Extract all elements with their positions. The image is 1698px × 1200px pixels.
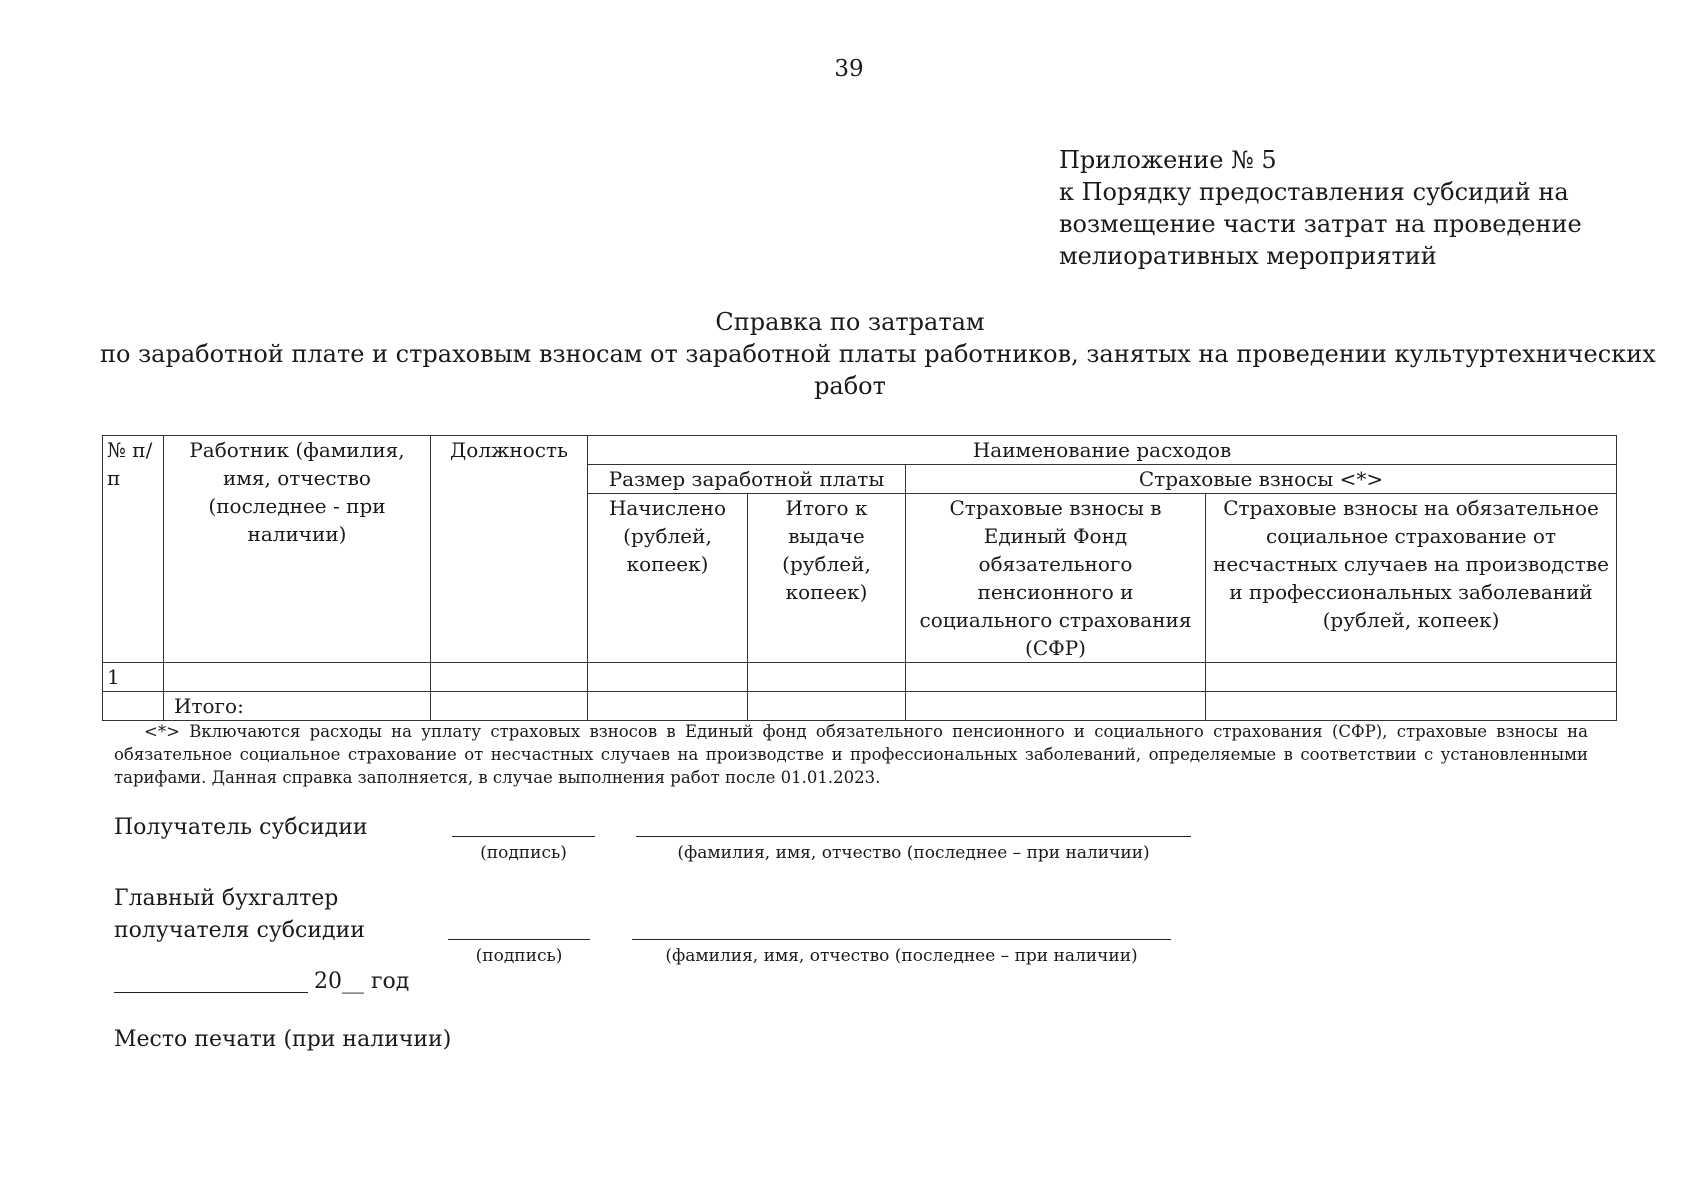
document-title — [100, 306, 1656, 402]
year-text: 20__ год — [314, 969, 410, 994]
cell-sfr[interactable] — [906, 663, 1206, 692]
cell-payout[interactable] — [748, 663, 906, 692]
row-number: 1 — [103, 663, 164, 692]
header-number: № п/п — [103, 436, 164, 663]
cell-worker[interactable] — [164, 663, 431, 692]
header-insurance-group: Страховые взносы <*> — [906, 465, 1617, 494]
stamp-label: Место печати (при наличии) — [114, 1027, 452, 1052]
total-accident-cell[interactable] — [1206, 692, 1617, 721]
accountant-label: Главный бухгалтер — [114, 886, 339, 911]
appendix-header — [1059, 144, 1582, 272]
footnote: <*> Включаются расходы на уплату страховых взносов в Единый фонд обязательного пенсионного и социального страхования (СФР), страховые взносы на обязательное социальное страхование от несчастных случаев на производстве и профессиональных заболеваний, определяемые в соответствии с установленными тарифами. Данная справка заполняется, в случае выполнения работ после 01.01.2023. — [114, 722, 1588, 787]
appendix-reference-line: возмещение части затрат на проведение — [1059, 210, 1582, 238]
header-payout: Итого к выдаче (рублей, копеек) — [748, 494, 906, 663]
header-sfr-contributions: Страховые взносы в Единый Фонд обязательного пенсионного и социального страхования (СФР) — [906, 494, 1206, 663]
recipient-signature-line[interactable] — [452, 836, 595, 837]
total-number-cell — [103, 692, 164, 721]
header-expenses-group: Наименование расходов — [588, 436, 1617, 465]
total-sfr-cell[interactable] — [906, 692, 1206, 721]
title-line: Справка по затратам — [715, 308, 985, 336]
recipient-label: Получатель субсидии — [114, 815, 368, 840]
page-number: 39 — [834, 56, 864, 82]
appendix-reference-line: к Порядку предоставления субсидий на — [1059, 178, 1569, 206]
header-position: Должность — [431, 436, 588, 663]
title-line: по заработной плате и страховым взносам от заработной платы работников, занятых на проведении культуртехнических — [100, 340, 1656, 368]
appendix-reference-line: мелиоративных мероприятий — [1059, 242, 1437, 270]
header-salary-group: Размер заработной платы — [588, 465, 906, 494]
table-total-row — [103, 692, 1617, 721]
date-line[interactable] — [114, 992, 308, 993]
cell-accrued[interactable] — [588, 663, 748, 692]
signature-caption: (подпись) — [480, 843, 567, 863]
appendix-number: Приложение № 5 — [1059, 146, 1277, 174]
header-accrued: Начислено (рублей, копеек) — [588, 494, 748, 663]
total-payout-cell[interactable] — [748, 692, 906, 721]
cell-position[interactable] — [431, 663, 588, 692]
total-position-cell — [431, 692, 588, 721]
recipient-name-line[interactable] — [636, 836, 1191, 837]
signature-caption: (подпись) — [475, 946, 563, 966]
name-caption: (фамилия, имя, отчество (последнее – при наличии) — [677, 843, 1150, 863]
table-row — [103, 663, 1617, 692]
accountant-label: получателя субсидии — [114, 918, 365, 943]
total-accrued-cell[interactable] — [588, 692, 748, 721]
header-worker: Работник (фамилия, имя, отчество (последнее - при наличии) — [164, 436, 431, 663]
title-line: работ — [814, 372, 886, 400]
total-label: Итого: — [164, 692, 431, 721]
name-caption: (фамилия, имя, отчество (последнее – при наличии) — [665, 946, 1138, 966]
header-accident-contributions: Страховые взносы на обязательное социальное страхование от несчастных случаев на производстве и профессиональных заболеваний (рублей, копеек) — [1206, 494, 1617, 663]
accountant-signature-line[interactable] — [448, 939, 590, 940]
accountant-name-line[interactable] — [632, 939, 1171, 940]
cell-accident[interactable] — [1206, 663, 1617, 692]
expenses-table — [102, 435, 1617, 721]
